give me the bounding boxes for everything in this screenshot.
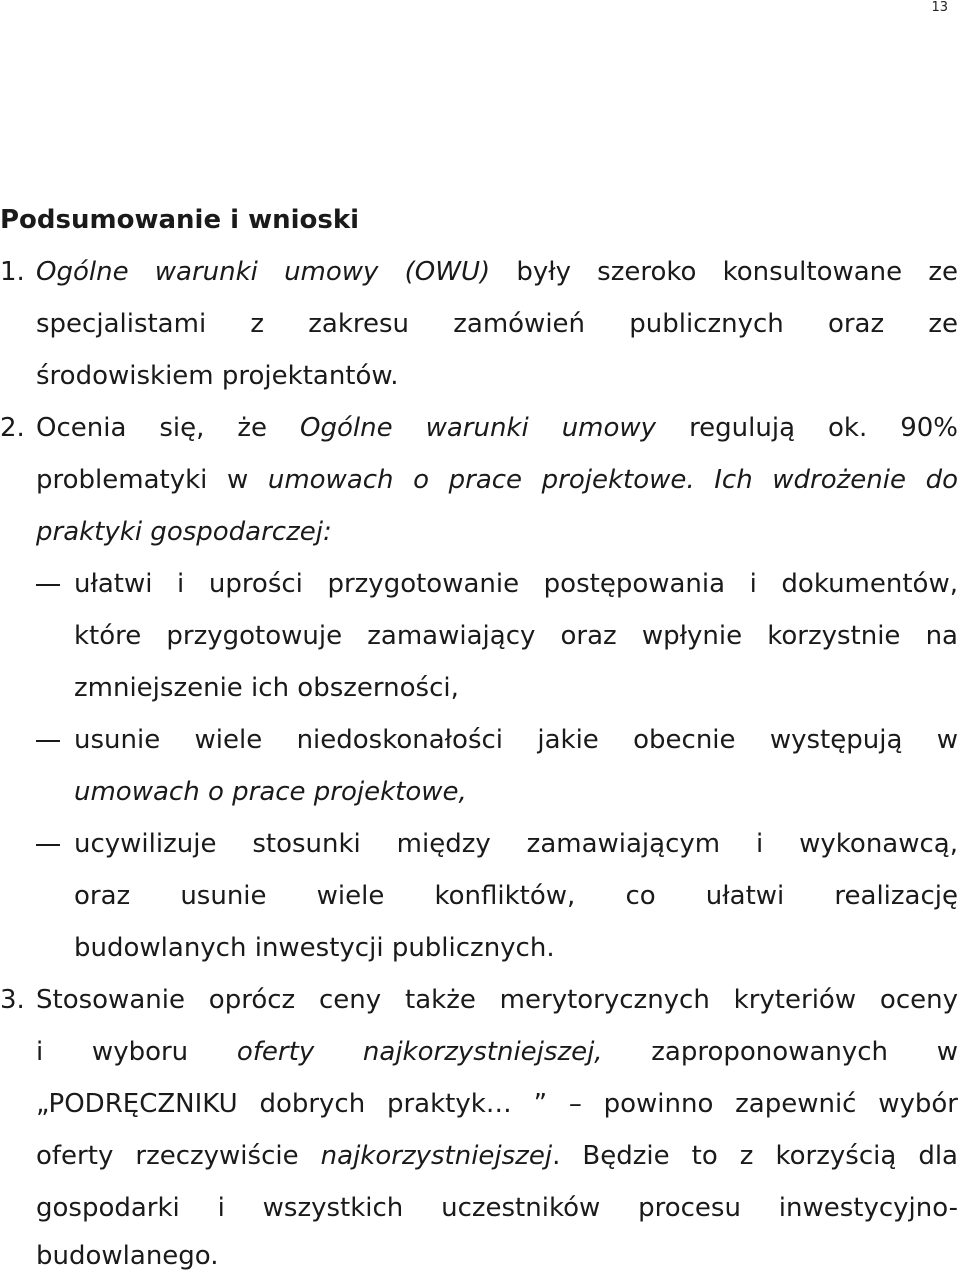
item-2-line-2-italic: umowach o prace projektowe. Ich wdrożenie do — [267, 465, 958, 495]
item-1-line-1-text: były szeroko konsultowane ze — [490, 257, 958, 287]
item-2-line-1 — [36, 408, 958, 448]
item-3-line-4-italic: najkorzystniejszej — [320, 1141, 553, 1171]
item-2-line-1-b: regulują ok. 90% — [656, 413, 959, 443]
bullet-2-line-2 — [74, 772, 958, 812]
item-2-line-3 — [36, 512, 958, 552]
bullet-1-line-3: zmniejszenie ich obszerności, — [74, 673, 459, 703]
item-1-italic: Ogólne warunki umowy (OWU) — [36, 257, 491, 287]
item-2-number: 2. — [0, 413, 25, 443]
item-3-line-6: budowlanego. — [36, 1241, 219, 1271]
bullet-3-line-2: oraz usunie wiele konfliktów, co ułatwi realizację — [74, 881, 958, 911]
item-3-line-2-b: zaproponowanych w — [602, 1037, 958, 1067]
item-3-line-2 — [36, 1032, 958, 1072]
item-1-number: 1. — [0, 257, 25, 287]
item-3-line-2-italic: oferty najkorzystniejszej, — [236, 1037, 603, 1067]
item-2-line-1-italic: Ogólne warunki umowy — [300, 413, 657, 443]
item-2-line-3-italic: praktyki gospodarczej: — [36, 517, 332, 547]
item-3-line-4 — [36, 1136, 958, 1176]
bullet-2-line-1: usunie wiele niedoskonałości jakie obecnie występują w — [74, 725, 958, 755]
bullet-1-line-1: ułatwi i uprości przygotowanie postępowania i dokumentów, — [74, 569, 958, 599]
item-3-line-3: „PODRĘCZNIKU dobrych praktyk… ” – powinno zapewnić wybór — [36, 1089, 958, 1119]
item-2-line-2-a: problematyki w — [36, 465, 268, 495]
bullet-2-italic: umowach o prace projektowe, — [74, 777, 467, 807]
item-1-line-1 — [36, 252, 958, 292]
item-3-number: 3. — [0, 985, 25, 1015]
page-number: 13 — [931, 0, 948, 15]
bullet-dash — [36, 584, 60, 586]
item-3-line-1: Stosowanie oprócz ceny także merytorycznych kryteriów oceny — [36, 985, 958, 1015]
bullet-dash — [36, 740, 60, 742]
bullet-dash — [36, 844, 60, 846]
item-2-line-1-a: Ocenia się, że — [36, 413, 301, 443]
item-2-line-2 — [36, 460, 958, 500]
item-3-line-4-b: . Będzie to z korzyścią dla — [552, 1141, 958, 1171]
item-3-line-5: gospodarki i wszystkich uczestników procesu inwestycyjno- — [36, 1193, 958, 1223]
bullet-3-line-1: ucywilizuje stosunki między zamawiającym i wykonawcą, — [74, 829, 958, 859]
item-3-line-2-a: i wyboru — [36, 1037, 237, 1067]
bullet-3-line-3: budowlanych inwestycji publicznych. — [74, 933, 555, 963]
bullet-1-line-2: które przygotowuje zamawiający oraz wpłynie korzystnie na — [74, 621, 958, 651]
section-heading: Podsumowanie i wnioski — [0, 205, 360, 235]
item-1-line-3: środowiskiem projektantów. — [36, 361, 399, 391]
item-1-line-2: specjalistami z zakresu zamówień publicznych oraz ze — [36, 309, 958, 339]
item-3-line-4-a: oferty rzeczywiście — [36, 1141, 321, 1171]
